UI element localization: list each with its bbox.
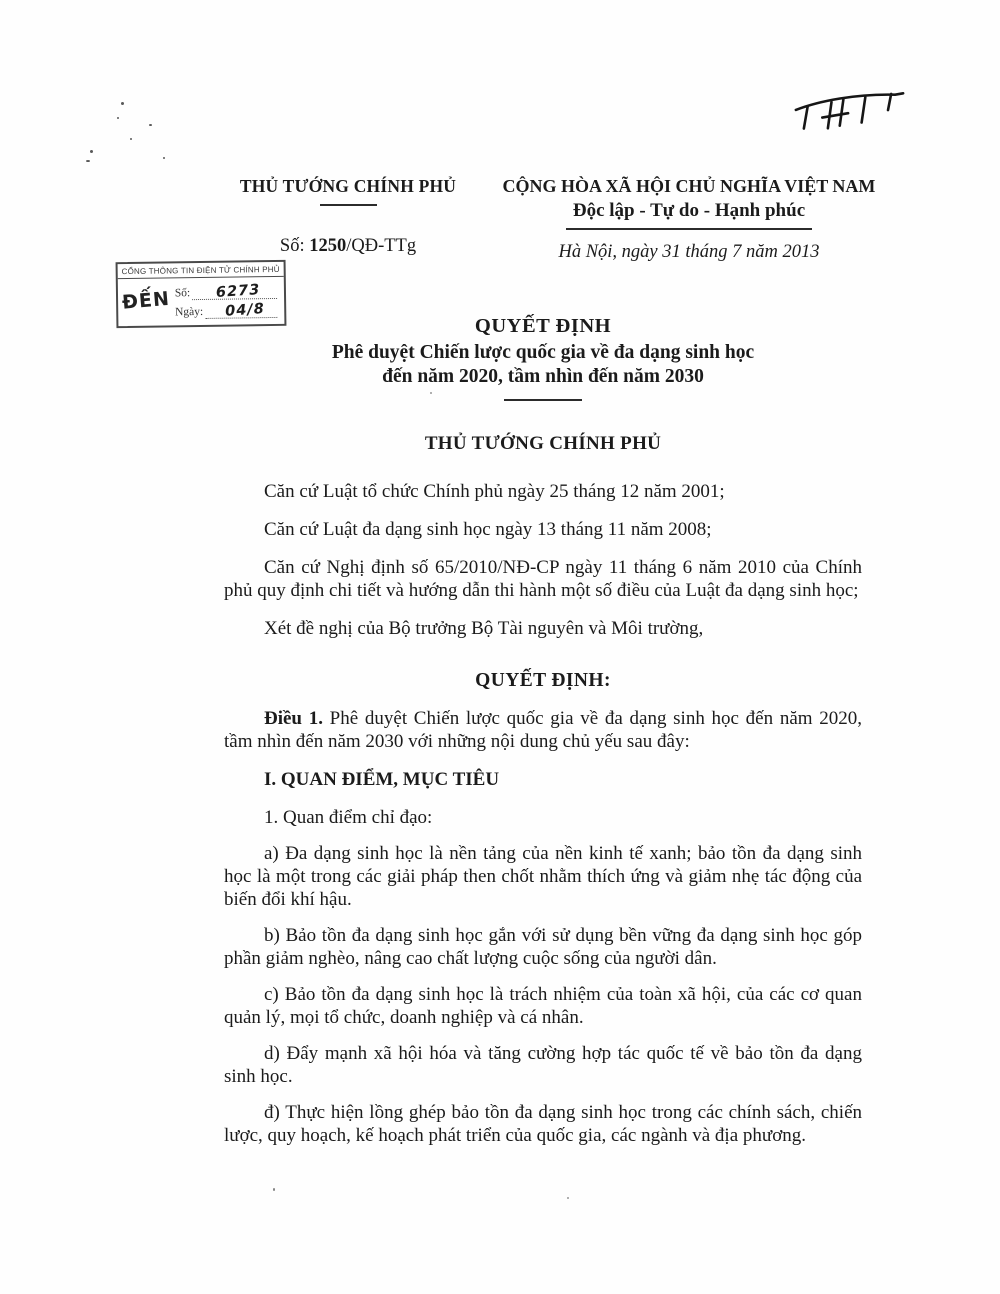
document-number-suffix: /QĐ-TTg <box>346 236 417 256</box>
national-motto: Độc lập - Tự do - Hạnh phúc <box>572 200 806 221</box>
scan-speck <box>86 160 90 162</box>
viewpoint-paragraph: d) Đẩy mạnh xã hội hóa và tăng cường hợp tác quốc tế về bảo tồn đa dạng sinh học. <box>224 1043 862 1087</box>
decision-heading: QUYẾT ĐỊNH: <box>475 670 611 691</box>
preamble-paragraph: Căn cứ Nghị định số 65/2010/NĐ-CP ngày 11 tháng 6 năm 2010 của Chính phủ quy định chi tiết và hướng dẫn thi hành một số điều của Luật đa dạng sinh học; <box>224 557 862 601</box>
viewpoint-list <box>224 842 862 1147</box>
title-separator <box>504 399 582 401</box>
preamble-paragraph: Xét đề nghị của Bộ trưởng Bộ Tài nguyên và Môi trường, <box>264 618 704 639</box>
scan-speck <box>149 124 152 126</box>
viewpoint-paragraph: c) Bảo tồn đa dạng sinh học là trách nhiệm của toàn xã hội, của các cơ quan quản lý, mọi tổ chức, doanh nghiệp và cá nhân. <box>224 984 862 1028</box>
authority-heading: THỦ TƯỚNG CHÍNH PHỦ <box>424 433 662 454</box>
scan-speck <box>163 157 165 159</box>
issuer-underline <box>320 204 377 206</box>
document-content <box>224 314 862 1147</box>
scan-speck <box>567 1197 569 1199</box>
document-number <box>222 236 474 257</box>
preamble-paragraph: Căn cứ Luật đa dạng sinh học ngày 13 tháng 11 năm 2008; <box>264 519 712 540</box>
stamp-office-name: CỔNG THÔNG TIN ĐIỆN TỬ CHÍNH PHỦ <box>118 262 284 279</box>
stamp-number-row <box>175 280 279 300</box>
viewpoint-paragraph: đ) Thực hiện lồng ghép bảo tồn đa dạng sinh học trong các chính sách, chiến lược, quy hoạch, kế hoạch phát triển của quốc gia, các ngành và địa phương. <box>224 1102 862 1146</box>
viewpoint-paragraph: a) Đa dạng sinh học là nền tảng của nền kinh tế xanh; bảo tồn đa dạng sinh học là một trong các giải pháp then chốt nhằm thích ứng và giảm nhẹ tác động của biến đổi khí hậu. <box>224 843 862 910</box>
article-1-label: Điều 1. <box>264 708 323 729</box>
stamp-number-leader <box>192 284 277 300</box>
scan-speck <box>121 102 124 105</box>
stamp-number-label: Số: <box>174 287 191 300</box>
issuer-name: THỦ TƯỚNG CHÍNH PHỦ <box>239 176 457 196</box>
subsection-1-heading: 1. Quan điểm chỉ đạo: <box>264 807 433 828</box>
preamble-paragraph: Căn cứ Luật tổ chức Chính phủ ngày 25 tháng 12 năm 2001; <box>264 481 725 502</box>
scan-speck <box>90 150 93 153</box>
document-subtitle-line1: Phê duyệt Chiến lược quốc gia về đa dạng sinh học <box>331 342 755 363</box>
header-national-block <box>488 176 890 263</box>
article-1-paragraph <box>224 707 862 753</box>
document-type-title: QUYẾT ĐỊNH <box>474 315 612 337</box>
stamp-date-label: Ngày: <box>174 305 204 319</box>
scan-speck <box>117 117 119 119</box>
national-title: CỘNG HÒA XÃ HỘI CHỦ NGHĨA VIỆT NAM <box>502 176 876 196</box>
document-number-label: Số: <box>279 236 310 256</box>
document-subtitle <box>224 341 862 388</box>
handwritten-initials-mark-icon <box>792 86 914 140</box>
scan-speck <box>273 1188 275 1191</box>
section-1-heading: I. QUAN ĐIỂM, MỤC TIÊU <box>264 769 500 790</box>
article-1-text: Phê duyệt Chiến lược quốc gia về đa dạng sinh học đến năm 2020, tầm nhìn đến năm 2030 với những nội dung chủ yếu sau đây: <box>224 708 862 752</box>
place-and-date: Hà Nội, ngày 31 tháng 7 năm 2013 <box>558 242 820 262</box>
motto-underline <box>566 228 812 230</box>
preamble <box>224 480 862 640</box>
viewpoint-paragraph: b) Bảo tồn đa dạng sinh học gắn với sử dụng bền vững đa dạng sinh học góp phần giảm nghèo, nâng cao chất lượng cuộc sống của người dân. <box>224 925 862 969</box>
document-number-value: 1250 <box>309 236 347 256</box>
document-subtitle-line2: đến năm 2020, tầm nhìn đến năm 2030 <box>382 365 704 387</box>
stamp-date-handwritten: 04/8 <box>224 301 266 320</box>
stamp-den-label: ĐẾN <box>121 287 171 314</box>
stamp-number-handwritten: 6273 <box>215 282 261 301</box>
scan-speck <box>130 138 132 140</box>
header-issuer-block <box>222 176 474 257</box>
